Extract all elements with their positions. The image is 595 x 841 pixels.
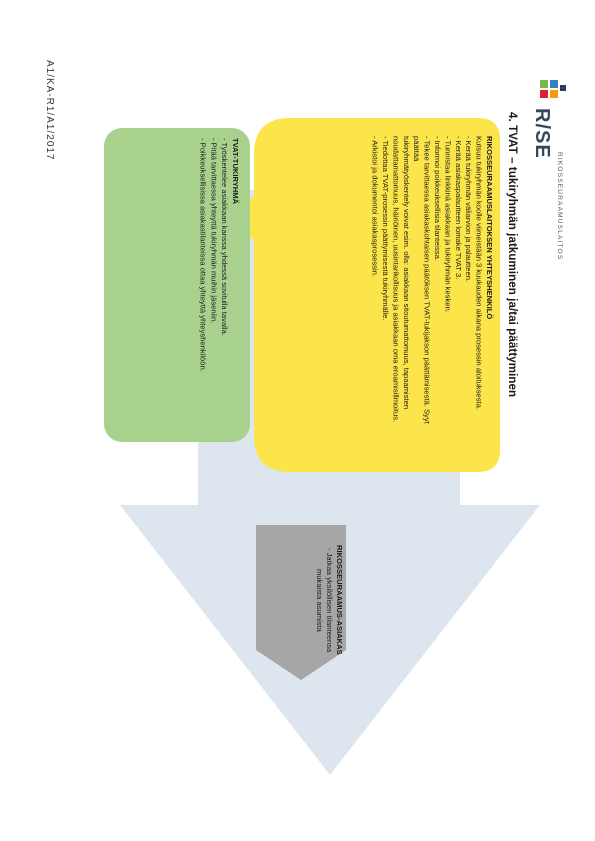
yellow-box-text — [272, 136, 494, 446]
grey-box-line: - Jatkaa yksilöllisen tilanteensa mukaista asumista — [315, 547, 334, 653]
brand-name: R/SE — [531, 108, 553, 159]
yellow-box-line: Kutsuu tukiryhmän koolle viimeistään 3 kuukauden aikana prosessin aloituksesta. — [474, 136, 484, 410]
yellow-box-line: - Tiedottaa TVAT-prosessin päättymisestä tukiryhmälle. — [380, 136, 390, 321]
yellow-box-heading: RIKOSSEURAAMUSLAITOKSEN YHTEYSHENKILÖ — [485, 136, 494, 320]
grey-box-text — [258, 535, 344, 665]
green-box-text — [114, 138, 240, 428]
yellow-box-line: - Kerää tukiryhmän väliarvion ja palautteen. — [464, 136, 474, 283]
yellow-box-line: - Tekee tarvittaessa asiakaskohtaisen päätöksen TVAT-tukijakson päättämisestä. Syyt päättää — [412, 136, 432, 424]
page-title: 4. TVAT – tukiryhmän jatkuminen ja/tai päättyminen — [506, 112, 518, 398]
brand-subtitle: RIKOSSEURAAMUSLAITOS — [556, 152, 563, 261]
green-box-line: - Poikkeuksellisissa asiakastilanteissa ottaa yhteyttä yhteyshenkilöön. — [198, 138, 208, 372]
document-code: A1/KA-R1/A1/2017 — [44, 60, 55, 161]
rise-logo-icon — [540, 80, 566, 98]
green-box-line: - Työskentelee asiakkaan kanssa yhdessä sovitulla tavalla. — [220, 138, 230, 336]
yellow-box-line: - Tunnistaa linkkinä asiakkaan ja tukiryhmän kesken. — [443, 136, 453, 313]
yellow-box-line: - Informoi poikkeuksellisia tilanteissa. — [432, 136, 442, 261]
yellow-box-line: - Arkistoi ja dokumentoi asiakasprosessin. — [370, 136, 380, 277]
green-box-line: - Pitää tarvittaessa yhteyttä tukiryhmän muihin jäseniin. — [209, 138, 219, 324]
yellow-box-line: tukiryhmätyöskentely voivat esim. olla: asiakkaan sitoutumattomuus, tapaamisten noudattamattomuus, häiriöinen, uusintarikollisuus ja asiakkaan oma eroamisillmoitus. — [391, 136, 411, 423]
yellow-box-line: - Kerää asiakaspalautteen lomake TVAT 3. — [453, 136, 463, 280]
grey-box-heading: RIKOSSEURAAMUS-ASIAKAS — [335, 545, 344, 655]
green-box-heading: TVAT-TUKIRYHMÄ — [231, 138, 240, 205]
